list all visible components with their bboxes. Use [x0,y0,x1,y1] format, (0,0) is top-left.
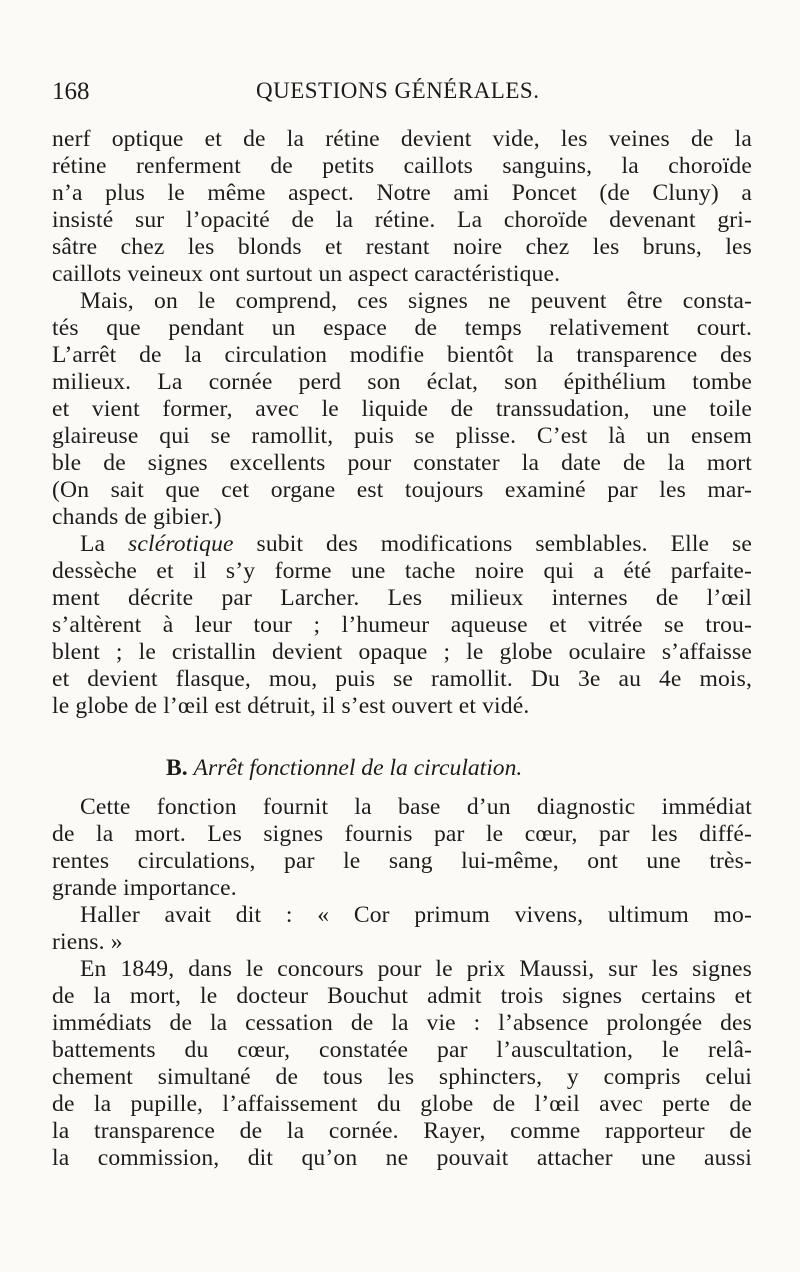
text-line: Mais, on le comprend, ces signes ne peuvent être consta- [80,288,752,314]
text-line: et devient flasque, mou, puis se ramollit. Du 3e au 4e mois, [52,666,752,692]
paragraph-3 [52,531,752,720]
text-line: (On sait que cet organe est toujours examiné par les mar- [52,477,752,503]
text-line: Haller avait dit : « Cor primum vivens, ultimum mo- [80,902,752,928]
text-line: Cette fonction fournit la base d’un diagnostic immédiat [80,794,752,820]
text-line: caillots veineux ont surtout un aspect caractéristique. [52,261,561,287]
text-line: milieux. La cornée perd son éclat, son épithélium tombe [52,369,752,395]
text-line: ment décrite par Larcher. Les milieux internes de l’œil [52,585,752,611]
text-line: nerf optique et de la rétine devient vide, les veines de la [52,126,752,152]
text-line: grande importance. [52,875,237,901]
text-line: battements du cœur, constatée par l’auscultation, le relâ- [52,1037,752,1063]
text-line: rétine renferment de petits caillots sanguins, la choroïde [52,153,752,179]
text-fragment: La [80,531,129,557]
paragraph-4 [52,794,752,902]
text-line: dessèche et il s’y forme une tache noire qui a été parfaite- [52,558,752,584]
text-line: sâtre chez les blonds et restant noire chez les bruns, les [52,234,752,260]
text-line: la transparence de la cornée. Rayer, comme rapporteur de [52,1118,752,1144]
paragraph-6 [52,956,752,1172]
text-line: glaireuse qui se ramollit, puis se plisse. C’est là un ensem [52,423,752,449]
text-line: tés que pendant un espace de temps relativement court. [52,315,752,341]
section-heading [52,752,752,784]
page-number: 168 [52,78,90,105]
paragraph-2 [52,288,752,531]
text-line: riens. » [52,929,123,955]
paragraph-1 [52,126,752,288]
emphasized-term: sclérotique [128,531,234,557]
text-line: et vient former, avec le liquide de transsudation, une toile [52,396,752,422]
section-letter: B. [166,755,188,781]
text-line: de la pupille, l’affaissement du globe de l’œil avec perte de [52,1091,752,1117]
text-line: En 1849, dans le concours pour le prix Maussi, sur les signes [80,956,752,982]
text-line: de la mort, le docteur Bouchut admit trois signes certains et [52,983,752,1009]
text-line: blent ; le cristallin devient opaque ; le globe oculaire s’affaisse [52,639,752,665]
text-line: s’altèrent à leur tour ; l’humeur aqueuse et vitrée se trou- [52,612,752,638]
text-line: la commission, dit qu’on ne pouvait attacher une aussi [52,1145,752,1171]
text-line: de la mort. Les signes fournis par le cœur, par les diffé- [52,821,752,847]
text-line: L’arrêt de la circulation modifie bientôt la transparence des [52,342,752,368]
running-head: QUESTIONS GÉNÉRALES. [256,78,540,103]
text-line [52,531,752,558]
text-line: le globe de l’œil est détruit, il s’est ouvert et vidé. [52,693,530,719]
text-line: ble de signes excellents pour constater la date de la mort [52,450,752,476]
section-title: Arrêt fonctionnel de la circulation. [193,755,523,781]
text-line: rentes circulations, par le sang lui-même, ont une très- [52,848,752,874]
text-line: immédiats de la cessation de la vie : l’absence prolongée des [52,1010,752,1036]
text-line: chement simultané de tous les sphincters, y compris celui [52,1064,752,1090]
body-text [52,126,752,1172]
page-header [52,78,752,114]
text-line: n’a plus le même aspect. Notre ami Poncet (de Cluny) a [52,180,752,206]
text-fragment: subit des modifications semblables. Elle se [233,531,752,557]
text-line: chands de gibier.) [52,504,222,530]
text-line: insisté sur l’opacité de la rétine. La choroïde devenant gri- [52,207,752,233]
paragraph-5 [52,902,752,956]
